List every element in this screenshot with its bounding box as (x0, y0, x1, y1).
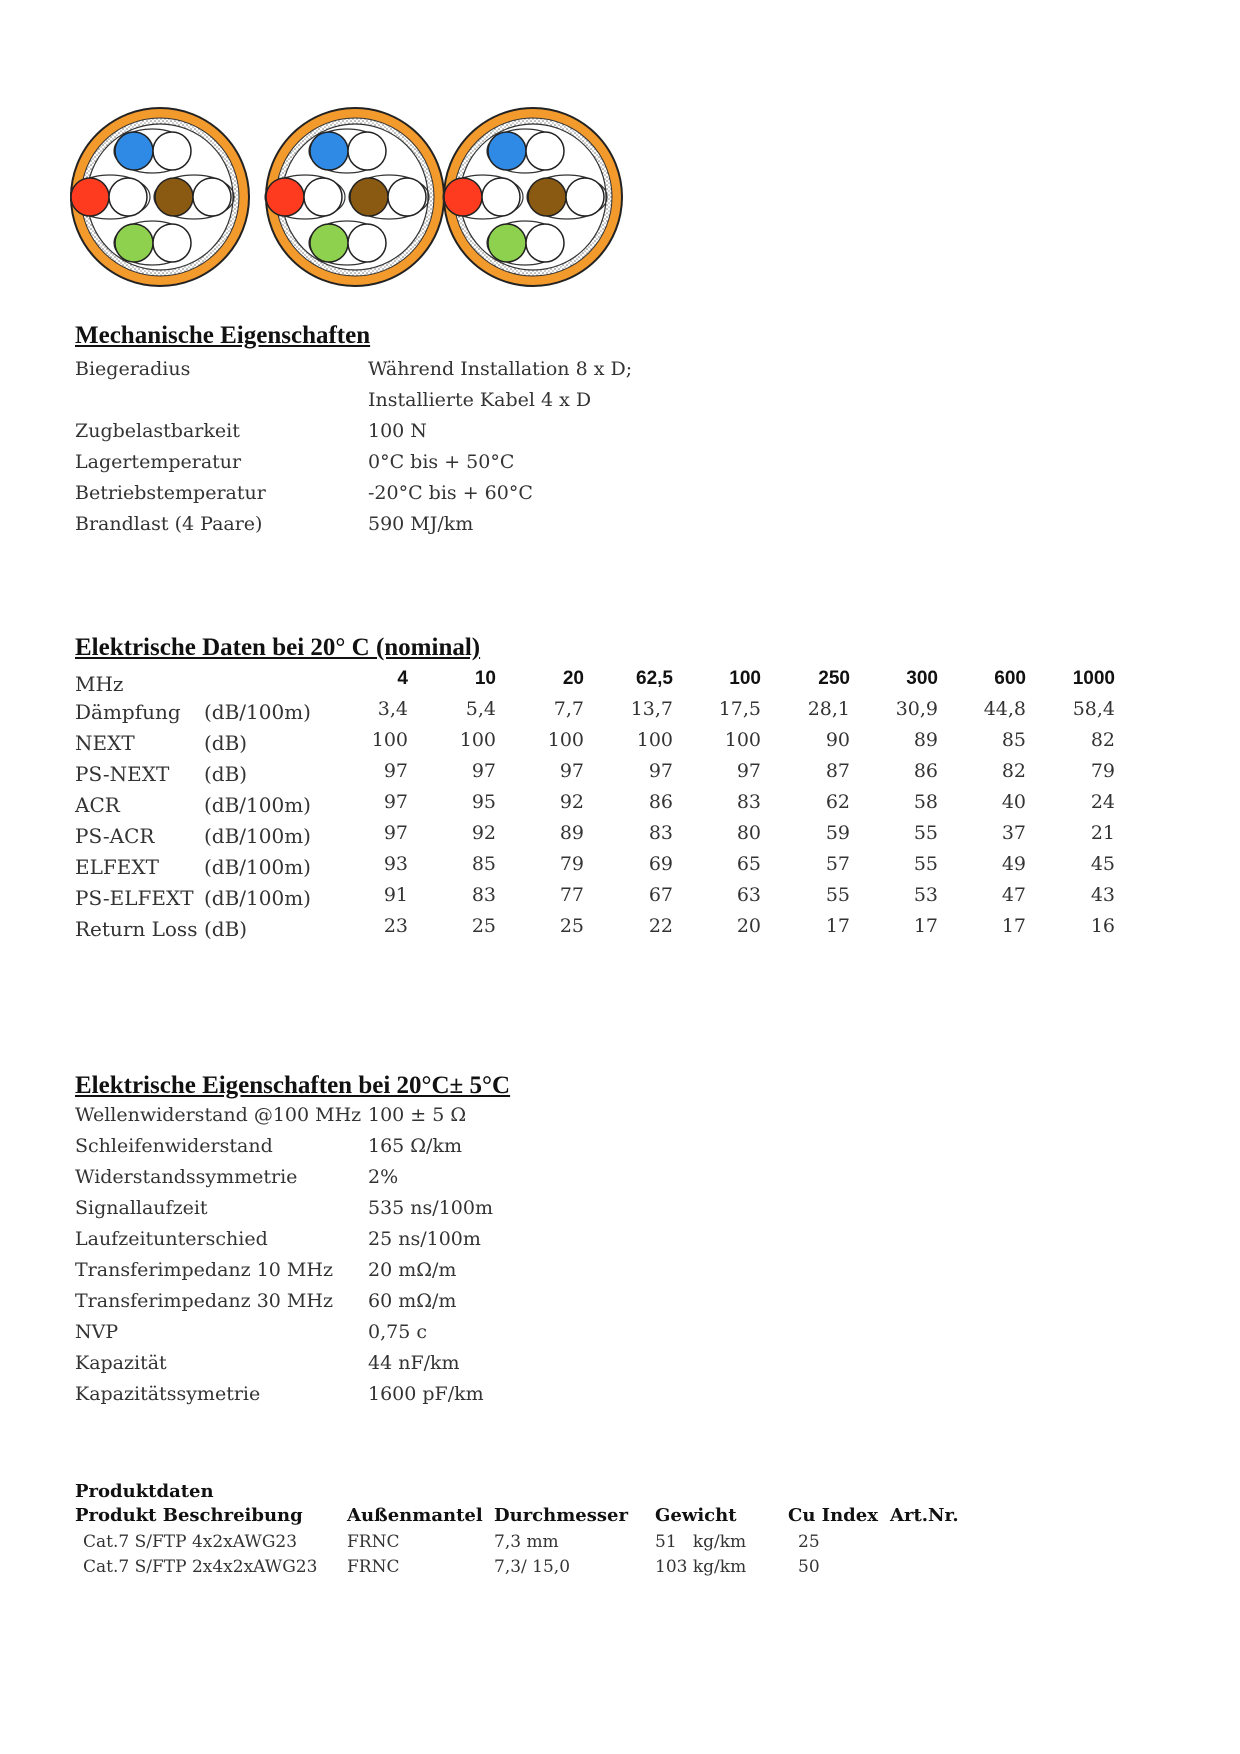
table-cell: 53 (913, 884, 938, 906)
cable-1-icon (70, 108, 249, 286)
property-label: Transferimpedanz 10 MHz (75, 1259, 333, 1281)
property-value: 20 mΩ/m (368, 1259, 457, 1281)
property-label: Kapazität (75, 1352, 167, 1374)
table-row-name: Dämpfung (75, 700, 181, 724)
table-cell: 82 (1090, 729, 1115, 751)
table-row-name: PS-ACR (75, 824, 155, 848)
product-header: Außenmantel (347, 1505, 483, 1526)
table-row-unit: (dB/100m) (204, 886, 311, 910)
table-cell: 24 (1090, 791, 1115, 813)
table-header-frequency: 600 (994, 668, 1026, 689)
wire-brown (528, 178, 566, 216)
table-cell: 87 (825, 760, 850, 782)
wire-green (310, 224, 348, 262)
table-row-unit: (dB/100m) (204, 700, 311, 724)
table-cell: 97 (648, 760, 673, 782)
cable-cross-section-image (70, 100, 640, 300)
table-row-name: Return Loss (75, 917, 198, 941)
mechanical-row-value: Während Installation 8 x D; (368, 358, 633, 380)
table-cell: 58 (913, 791, 938, 813)
wire-white (348, 224, 386, 262)
wire-brown (350, 178, 388, 216)
table-cell: 55 (913, 822, 938, 844)
table-row-name: NEXT (75, 731, 135, 755)
table-cell: 62 (825, 791, 850, 813)
table-row-unit: (dB) (204, 917, 248, 941)
property-value: 25 ns/100m (368, 1228, 481, 1250)
table-cell: 65 (736, 853, 761, 875)
cable-2-icon (265, 108, 444, 286)
table-cell: 100 (547, 729, 584, 751)
table-cell: 79 (1090, 760, 1115, 782)
property-value: 0,75 c (368, 1321, 427, 1343)
property-value: 60 mΩ/m (368, 1290, 457, 1312)
table-header-frequency: 4 (397, 668, 408, 689)
table-cell: 97 (383, 760, 408, 782)
table-header-frequency: 300 (906, 668, 938, 689)
property-value: 44 nF/km (368, 1352, 460, 1374)
table-cell: 45 (1090, 853, 1115, 875)
table-cell: 17 (913, 915, 938, 937)
table-cell: 30,9 (895, 698, 938, 720)
table-cell: 17 (825, 915, 850, 937)
table-cell: 91 (383, 884, 408, 906)
mechanical-row-label: Betriebstemperatur (75, 482, 266, 504)
table-cell: 85 (471, 853, 496, 875)
table-cell: 5,4 (465, 698, 496, 720)
property-label: NVP (75, 1321, 119, 1343)
product-header: Cu Index (788, 1505, 878, 1526)
table-cell: 44,8 (983, 698, 1026, 720)
product-cell: 51 kg/km (655, 1532, 747, 1552)
table-cell: 3,4 (377, 698, 408, 720)
table-cell: 13,7 (630, 698, 673, 720)
table-cell: 89 (913, 729, 938, 751)
mechanical-row-value: Installierte Kabel 4 x D (368, 389, 592, 411)
table-cell: 92 (471, 822, 496, 844)
table-cell: 23 (383, 915, 408, 937)
mechanical-row-value: 100 N (368, 420, 427, 442)
product-cell: 50 (798, 1557, 820, 1577)
table-cell: 55 (825, 884, 850, 906)
wire-white (526, 224, 564, 262)
mechanical-row-value: 0°C bis + 50°C (368, 451, 515, 473)
table-cell: 83 (736, 791, 761, 813)
table-cell: 40 (1001, 791, 1026, 813)
table-cell: 97 (559, 760, 584, 782)
table-row-unit: (dB) (204, 731, 248, 755)
table-cell: 17,5 (718, 698, 761, 720)
wire-white (153, 132, 191, 170)
wire-orange (266, 178, 304, 216)
table-cell: 97 (736, 760, 761, 782)
product-header: Art.Nr. (890, 1505, 959, 1526)
table-cell: 67 (648, 884, 673, 906)
table-cell: 49 (1001, 853, 1026, 875)
table-row-unit: (dB/100m) (204, 855, 311, 879)
table-cell: 86 (648, 791, 673, 813)
product-header: Durchmesser (494, 1505, 628, 1526)
table-cell: 22 (648, 915, 673, 937)
table-row-name: PS-NEXT (75, 762, 170, 786)
table-cell: 55 (913, 853, 938, 875)
table-row-unit: (dB/100m) (204, 793, 311, 817)
table-cell: 43 (1090, 884, 1115, 906)
table-cell: 58,4 (1072, 698, 1115, 720)
table-cell: 100 (724, 729, 761, 751)
table-cell: 20 (736, 915, 761, 937)
table-cell: 16 (1090, 915, 1115, 937)
table-cell: 57 (825, 853, 850, 875)
table-cell: 63 (736, 884, 761, 906)
product-header: Gewicht (655, 1505, 737, 1526)
product-cell: FRNC (347, 1557, 400, 1577)
table-cell: 100 (636, 729, 673, 751)
property-value: 2% (368, 1166, 399, 1188)
table-cell: 97 (383, 791, 408, 813)
property-value: 535 ns/100m (368, 1197, 493, 1219)
property-label: Schleifenwiderstand (75, 1135, 273, 1157)
section-title-electrical-data: Elektrische Daten bei 20° C (nominal) (75, 634, 481, 661)
wire-green (115, 224, 153, 262)
table-header-frequency: 1000 (1072, 668, 1115, 689)
wire-white (153, 224, 191, 262)
wire-green (488, 224, 526, 262)
product-cell: 25 (798, 1532, 820, 1552)
table-cell: 100 (371, 729, 408, 751)
table-header-frequency: 62,5 (636, 668, 673, 689)
table-cell: 97 (383, 822, 408, 844)
property-label: Laufzeitunterschied (75, 1228, 268, 1250)
table-cell: 93 (383, 853, 408, 875)
table-cell: 79 (559, 853, 584, 875)
table-header-frequency: 100 (729, 668, 761, 689)
wire-blue (488, 132, 526, 170)
mechanical-row-label: Biegeradius (75, 358, 191, 380)
table-row-name: PS-ELFEXT (75, 886, 194, 910)
table-row-name: ELFEXT (75, 855, 159, 879)
wire-white (526, 132, 564, 170)
product-cell: 103 kg/km (655, 1557, 747, 1577)
property-label: Wellenwiderstand @100 MHz (75, 1104, 362, 1126)
property-value: 1600 pF/km (368, 1383, 484, 1405)
table-cell: 47 (1001, 884, 1026, 906)
wire-white (482, 178, 520, 216)
table-cell: 85 (1001, 729, 1026, 751)
table-header-frequency: 20 (562, 668, 584, 689)
cable-3-icon (443, 108, 622, 286)
product-cell: FRNC (347, 1532, 400, 1552)
table-cell: 82 (1001, 760, 1026, 782)
table-cell: 83 (471, 884, 496, 906)
table-cell: 59 (825, 822, 850, 844)
wire-white (304, 178, 342, 216)
wire-orange (444, 178, 482, 216)
wire-orange (71, 178, 109, 216)
table-cell: 97 (471, 760, 496, 782)
table-header-mhz: MHz (75, 672, 124, 696)
table-cell: 28,1 (807, 698, 850, 720)
table-cell: 92 (559, 791, 584, 813)
wire-white (388, 178, 426, 216)
table-cell: 25 (471, 915, 496, 937)
table-row-name: ACR (75, 793, 120, 817)
table-header-frequency: 10 (474, 668, 496, 689)
section-title-mechanical: Mechanische Eigenschaften (75, 322, 371, 349)
wire-blue (310, 132, 348, 170)
table-cell: 69 (648, 853, 673, 875)
table-cell: 80 (736, 822, 761, 844)
product-cell: 7,3/ 15,0 (494, 1557, 571, 1577)
table-cell: 89 (559, 822, 584, 844)
table-row-unit: (dB/100m) (204, 824, 311, 848)
wire-white (566, 178, 604, 216)
wire-white (109, 178, 147, 216)
wire-white (193, 178, 231, 216)
property-label: Widerstandssymmetrie (75, 1166, 298, 1188)
table-cell: 95 (471, 791, 496, 813)
wire-white (348, 132, 386, 170)
wire-brown (155, 178, 193, 216)
product-cell: Cat.7 S/FTP 2x4x2xAWG23 (83, 1557, 318, 1577)
table-header-frequency: 250 (818, 668, 850, 689)
product-cell: 7,3 mm (494, 1532, 559, 1552)
mechanical-row-value: 590 MJ/km (368, 513, 474, 535)
wire-blue (115, 132, 153, 170)
table-cell: 21 (1090, 822, 1115, 844)
product-section-title: Produktdaten (75, 1481, 214, 1502)
mechanical-row-label: Zugbelastbarkeit (75, 420, 240, 442)
property-value: 100 ± 5 Ω (368, 1104, 467, 1126)
table-cell: 83 (648, 822, 673, 844)
mechanical-row-value: -20°C bis + 60°C (368, 482, 533, 504)
table-cell: 90 (825, 729, 850, 751)
table-cell: 37 (1001, 822, 1026, 844)
table-cell: 86 (913, 760, 938, 782)
table-cell: 77 (559, 884, 584, 906)
product-cell: Cat.7 S/FTP 4x2xAWG23 (83, 1532, 298, 1552)
table-cell: 17 (1001, 915, 1026, 937)
mechanical-row-label: Lagertemperatur (75, 451, 242, 473)
table-row-unit: (dB) (204, 762, 248, 786)
table-cell: 100 (459, 729, 496, 751)
section-title-electrical-properties: Elektrische Eigenschaften bei 20°C± 5°C (75, 1072, 511, 1099)
table-cell: 25 (559, 915, 584, 937)
property-label: Transferimpedanz 30 MHz (75, 1290, 333, 1312)
mechanical-row-label: Brandlast (4 Paare) (75, 513, 263, 535)
table-cell: 7,7 (553, 698, 584, 720)
property-value: 165 Ω/km (368, 1135, 462, 1157)
product-header: Produkt Beschreibung (75, 1505, 303, 1526)
property-label: Signallaufzeit (75, 1197, 208, 1219)
property-label: Kapazitätssymetrie (75, 1383, 261, 1405)
